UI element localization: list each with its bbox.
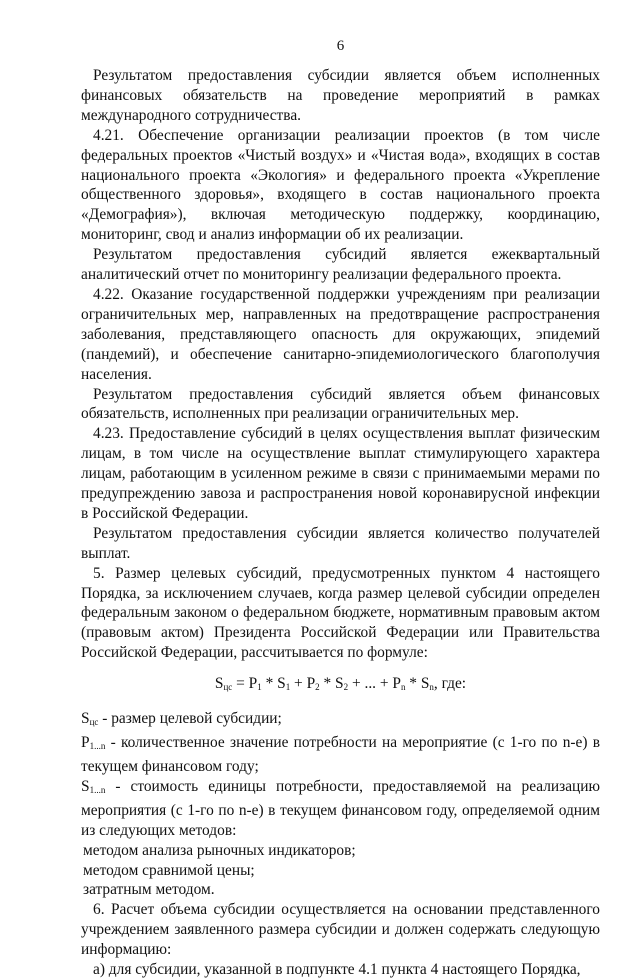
definition-p: $P_{1...n}$ - количественное значение потребности на мероприятие (с 1-го по n-е) в текущем финансовом году; (81, 734, 600, 775)
definition-s: $S_{1...n}$ - стоимость единицы потребности, предоставляемой на реализацию мероприятия (с 1-го по n-е) в текущем финансовом году, определяемой одним из следующих методов: (81, 777, 600, 839)
method-item: затратным методом. (83, 881, 215, 899)
page-number: 6 (336, 38, 345, 54)
paragraph-subitem-a: а) для субсидии, указанной в подпункте 4.1 пункта 4 настоящего Порядка, (93, 961, 581, 979)
paragraph: Результатом предоставления субсидий является объем финансовых обязательств, исполненных при реализации ограничительных мер. (81, 385, 600, 423)
subsidy-formula: $S_{цс} = P_1 * S_1 + P_2 * S_2$ + ... + $P_n * S_n$, где: (214, 675, 467, 693)
paragraph: Результатом предоставления субсидии является объем исполненных финансовых обязательств на проведение мероприятий в рамках международного сотрудничества. (81, 67, 600, 124)
paragraph-4-21: 4.21. Обеспечение организации реализации проектов (в том числе федеральных проектов «Чистый воздух» и «Чистая вода», входящих в состав национального проекта «Экология» и федерального проекта «Укрепление общественного здоровья», входящего в состав национального проекта «Демография»), включая методическую поддержку, координацию, мониторинг, свод и анализ информации об их реализации. (81, 126, 600, 244)
method-item: методом сравнимой цены; (83, 861, 255, 879)
paragraph-5: 5. Размер целевых субсидий, предусмотренных пунктом 4 настоящего Порядка, за исключением случаев, когда размер целевой субсидии определен федеральным законом о федеральном бюджете, нормативным правовым актом (правовым актом) Президента Российской Федерации или Правительства Российской Федерации, рассчитывается по формуле: (81, 564, 600, 662)
paragraph-4-23: 4.23. Предоставление субсидий в целях осуществления выплат физическим лицам, в том числе на осуществление выплат стимулирующего характера лицам, работающим в усиленном режиме в связи с принимаемыми мерами по предупреждению завоза и распространения новой коронавирусной инфекции в Российской Федерации. (81, 425, 600, 522)
paragraph-6: 6. Расчет объема субсидии осуществляется на основании представленного учреждением заявленного размера субсидии и должен содержать следующую информацию: (81, 901, 600, 959)
method-item: методом анализа рыночных индикаторов; (83, 841, 356, 859)
paragraph-4-22: 4.22. Оказание государственной поддержки учреждениям при реализации ограничительных мер, направленных на предотвращение распространения заболевания, представляющего опасность для окружающих, эпидемий (пандемий), и обеспечение санитарно-эпидемиологического благополучия населения. (81, 285, 600, 383)
definition-s-cs: $S_{цс}$ - размер целевой субсидии; (81, 710, 282, 728)
paragraph: Результатом предоставления субсидий является ежеквартальный аналитический отчет по мониторингу реализации федерального проекта. (81, 246, 600, 284)
paragraph: Результатом предоставления субсидии является количество получателей выплат. (81, 524, 600, 562)
